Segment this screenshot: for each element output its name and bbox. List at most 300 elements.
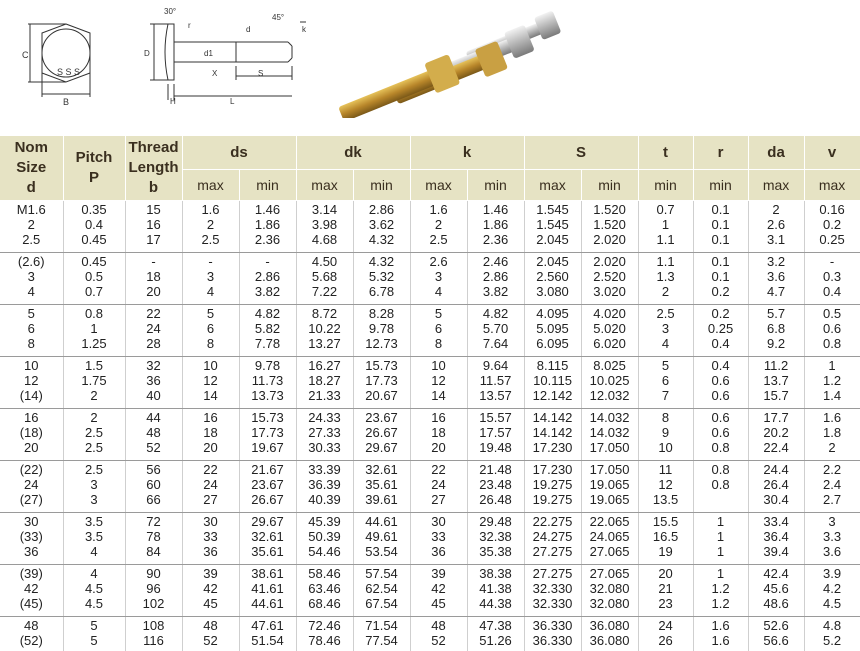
cell-d: [0, 565, 63, 617]
cell-ds-max: [182, 513, 239, 565]
cell-value: 2.520: [582, 269, 638, 284]
header-s: S: [524, 136, 638, 170]
cell-dk-min: [353, 253, 410, 305]
cell-value: 52.6: [749, 618, 804, 633]
cell-value: 0.4: [694, 358, 748, 373]
cell-da-max: [748, 253, 804, 305]
cell-value: 5.32: [354, 269, 410, 284]
cell-value: 23: [639, 596, 693, 611]
cell-s-min: [581, 357, 638, 409]
cell-value: 48: [0, 618, 63, 633]
cell-da-max: [748, 461, 804, 513]
cell-value: 6.78: [354, 284, 410, 299]
cell-dk-max: [296, 305, 353, 357]
cell-value: 1.4: [805, 388, 860, 403]
cell-value: 1: [805, 358, 860, 373]
cell-s-max: [524, 201, 581, 253]
cell-value: 51.54: [240, 633, 296, 648]
bolt-photo: [338, 8, 598, 118]
diagram-label-l: L: [230, 97, 235, 106]
cell-dk-min: [353, 201, 410, 253]
cell-value: -: [805, 254, 860, 269]
cell-value: 40: [126, 388, 182, 403]
cell-dk-max: [296, 461, 353, 513]
cell-value: 12: [639, 477, 693, 492]
cell-dk-min: [353, 617, 410, 651]
cell-value: 14.032: [582, 410, 638, 425]
subheader-k-max: max: [410, 170, 467, 201]
cell-da-max: [748, 565, 804, 617]
cell-value: 36: [411, 544, 467, 559]
cell-value: 1.6: [183, 202, 239, 217]
cell-da-max: [748, 357, 804, 409]
cell-value: 3.6: [749, 269, 804, 284]
cell-p: [63, 409, 125, 461]
cell-value: 15.5: [639, 514, 693, 529]
table-row: [0, 565, 860, 617]
subheader-s-max: max: [524, 170, 581, 201]
cell-value: 2: [0, 217, 63, 232]
cell-value: 33.39: [297, 462, 353, 477]
cell-dk-max: [296, 617, 353, 651]
cell-value: 11.2: [749, 358, 804, 373]
cell-value: 1.3: [639, 269, 693, 284]
cell-value: 67.54: [354, 596, 410, 611]
cell-value: (52): [0, 633, 63, 648]
subheader-s-min: min: [581, 170, 638, 201]
cell-value: 1.1: [639, 232, 693, 247]
cell-value: 17: [126, 232, 182, 247]
cell-value: 52: [411, 633, 467, 648]
header-v: v: [804, 136, 860, 170]
cell-s-max: [524, 461, 581, 513]
cell-value: -: [240, 254, 296, 269]
cell-value: 44.61: [240, 596, 296, 611]
cell-value: 39: [411, 566, 467, 581]
cell-k-min: [467, 461, 524, 513]
cell-value: 13.7: [749, 373, 804, 388]
cell-value: 1.1: [639, 254, 693, 269]
table-body: [0, 201, 860, 651]
cell-value: 27.33: [297, 425, 353, 440]
cell-value: 58.46: [297, 566, 353, 581]
cell-value: 1: [694, 544, 748, 559]
cell-value: 1.6: [411, 202, 467, 217]
cell-value: 7: [639, 388, 693, 403]
cell-value: 36: [0, 544, 63, 559]
cell-value: 32.080: [582, 596, 638, 611]
cell-d: [0, 513, 63, 565]
cell-r-min: [693, 201, 748, 253]
cell-value: 2.5: [639, 306, 693, 321]
cell-k-min: [467, 513, 524, 565]
cell-value: -: [183, 254, 239, 269]
cell-value: 12.73: [354, 336, 410, 351]
cell-value: 0.1: [694, 217, 748, 232]
cell-value: 19: [639, 544, 693, 559]
diagram-label-angle45: 45°: [272, 13, 284, 22]
subheader-t-min: min: [638, 170, 693, 201]
cell-value: 36: [126, 373, 182, 388]
cell-value: 24: [0, 477, 63, 492]
cell-s-max: [524, 253, 581, 305]
cell-value: 9.64: [468, 358, 524, 373]
cell-s-max: [524, 409, 581, 461]
cell-value: 1.46: [240, 202, 296, 217]
cell-value: 4.7: [749, 284, 804, 299]
cell-value: 0.7: [64, 284, 125, 299]
cell-value: 42: [0, 581, 63, 596]
cell-value: 4.50: [297, 254, 353, 269]
cell-value: 27.065: [582, 566, 638, 581]
cell-value: 4.5: [805, 596, 860, 611]
cell-value: M1.6: [0, 202, 63, 217]
cell-s-max: [524, 305, 581, 357]
cell-k-max: [410, 305, 467, 357]
cell-da-max: [748, 617, 804, 651]
cell-value: 19.065: [582, 477, 638, 492]
cell-value: 32.080: [582, 581, 638, 596]
cell-b: [125, 617, 182, 651]
cell-value: 2: [639, 284, 693, 299]
cell-value: 22: [183, 462, 239, 477]
cell-value: 2: [64, 388, 125, 403]
cell-t-min: [638, 565, 693, 617]
cell-p: [63, 565, 125, 617]
cell-ds-max: [182, 305, 239, 357]
cell-value: 2: [183, 217, 239, 232]
cell-k-min: [467, 357, 524, 409]
cell-value: 54.46: [297, 544, 353, 559]
cell-value: 26.67: [240, 492, 296, 507]
cell-ds-min: [239, 201, 296, 253]
cell-value: 0.8: [694, 440, 748, 455]
cell-ds-max: [182, 565, 239, 617]
cell-value: -: [126, 254, 182, 269]
cell-value: 12: [0, 373, 63, 388]
cell-value: 0.6: [694, 388, 748, 403]
cell-value: 16: [0, 410, 63, 425]
cell-value: 0.6: [694, 425, 748, 440]
diagram-label-h: H: [170, 97, 176, 106]
cell-ds-max: [182, 201, 239, 253]
diagram-label-angle30: 30°: [164, 7, 176, 16]
cell-value: 1.545: [525, 202, 581, 217]
cell-value: 18: [183, 425, 239, 440]
cell-value: 1.6: [694, 633, 748, 648]
cell-dk-max: [296, 513, 353, 565]
cell-value: 23.67: [354, 410, 410, 425]
cell-value: 39: [183, 566, 239, 581]
cell-value: 1.46: [468, 202, 524, 217]
cell-value: 27.065: [582, 544, 638, 559]
cell-value: 3.6: [805, 544, 860, 559]
cell-ds-min: [239, 617, 296, 651]
cell-value: 17.7: [749, 410, 804, 425]
cell-value: 5: [639, 358, 693, 373]
cell-value: 24.275: [525, 529, 581, 544]
cell-value: 5.68: [297, 269, 353, 284]
cell-p: [63, 617, 125, 651]
cell-value: 3.9: [805, 566, 860, 581]
cell-value: 17.230: [525, 462, 581, 477]
cell-value: 4.020: [582, 306, 638, 321]
cell-value: 3.82: [240, 284, 296, 299]
hex-head-diagram: [18, 2, 128, 112]
cell-value: 1.6: [805, 410, 860, 425]
cell-p: [63, 305, 125, 357]
cell-value: 2.86: [354, 202, 410, 217]
cell-value: 15.57: [468, 410, 524, 425]
cell-value: 4.82: [240, 306, 296, 321]
cell-value: 6: [639, 373, 693, 388]
cell-value: 10.22: [297, 321, 353, 336]
cell-k-min: [467, 253, 524, 305]
cell-value: (14): [0, 388, 63, 403]
cell-value: 39.61: [354, 492, 410, 507]
cell-value: 27.275: [525, 566, 581, 581]
cell-value: 2.46: [468, 254, 524, 269]
cell-ds-max: [182, 461, 239, 513]
cell-value: 1.520: [582, 202, 638, 217]
cell-value: 3.98: [297, 217, 353, 232]
cell-value: 8.025: [582, 358, 638, 373]
cell-value: 4.5: [64, 581, 125, 596]
cell-value: 14.142: [525, 425, 581, 440]
cell-value: 0.7: [639, 202, 693, 217]
cell-value: (39): [0, 566, 63, 581]
cell-value: 30: [0, 514, 63, 529]
cell-value: 4: [0, 284, 63, 299]
cell-value: 1: [694, 566, 748, 581]
cell-k-max: [410, 201, 467, 253]
cell-k-min: [467, 617, 524, 651]
cell-dk-max: [296, 201, 353, 253]
cell-d: [0, 461, 63, 513]
cell-value: 42: [411, 581, 467, 596]
cell-value: 24.33: [297, 410, 353, 425]
cell-value: 1: [694, 514, 748, 529]
cell-value: 9.2: [749, 336, 804, 351]
cell-value: 17.050: [582, 462, 638, 477]
cell-value: 26.48: [468, 492, 524, 507]
cell-value: 0.6: [694, 373, 748, 388]
cell-value: 2.7: [805, 492, 860, 507]
cell-value: 2.6: [749, 217, 804, 232]
cell-value: 3.5: [64, 514, 125, 529]
cell-da-max: [748, 513, 804, 565]
cell-value: 8.28: [354, 306, 410, 321]
cell-b: [125, 409, 182, 461]
cell-value: 0.45: [64, 232, 125, 247]
cell-value: 22: [411, 462, 467, 477]
cell-value: 0.1: [694, 254, 748, 269]
header-r: r: [693, 136, 748, 170]
subheader-v-max: max: [804, 170, 860, 201]
cell-value: 2.5: [411, 232, 467, 247]
cell-value: 4.2: [805, 581, 860, 596]
cell-value: 26: [639, 633, 693, 648]
cell-value: 16: [183, 410, 239, 425]
cell-p: [63, 201, 125, 253]
cell-value: (45): [0, 596, 63, 611]
bolt-spec-table: [0, 136, 860, 651]
cell-r-min: [693, 513, 748, 565]
subheader-ds-min: min: [239, 170, 296, 201]
cell-v-max: [804, 617, 860, 651]
cell-da-max: [748, 305, 804, 357]
cell-r-min: [693, 461, 748, 513]
cell-value: 15.73: [354, 358, 410, 373]
cell-value: 12: [183, 373, 239, 388]
cell-value: 0.1: [694, 269, 748, 284]
cell-value: 3: [183, 269, 239, 284]
cell-value: 9: [639, 425, 693, 440]
cell-value: 28: [126, 336, 182, 351]
table-row: [0, 201, 860, 253]
cell-da-max: [748, 201, 804, 253]
cell-value: 2.045: [525, 254, 581, 269]
cell-value: 6: [0, 321, 63, 336]
cell-k-min: [467, 409, 524, 461]
cell-value: 78: [126, 529, 182, 544]
cell-value: 49.61: [354, 529, 410, 544]
cell-k-max: [410, 513, 467, 565]
cell-value: (18): [0, 425, 63, 440]
cell-value: 11: [639, 462, 693, 477]
subheader-r-min: min: [693, 170, 748, 201]
header-t: t: [638, 136, 693, 170]
cell-value: 10: [639, 440, 693, 455]
cell-value: 71.54: [354, 618, 410, 633]
cell-value: 20.2: [749, 425, 804, 440]
cell-value: 72: [126, 514, 182, 529]
subheader-k-min: min: [467, 170, 524, 201]
cell-value: 16.5: [639, 529, 693, 544]
cell-value: 13.5: [639, 492, 693, 507]
cell-k-max: [410, 565, 467, 617]
cell-value: 36.330: [525, 633, 581, 648]
cell-value: 18: [126, 269, 182, 284]
cell-d: [0, 357, 63, 409]
cell-value: 2.5: [64, 440, 125, 455]
header-k: k: [410, 136, 524, 170]
cell-value: 4.32: [354, 254, 410, 269]
cell-value: 26.67: [354, 425, 410, 440]
cell-dk-min: [353, 409, 410, 461]
cell-value: 78.46: [297, 633, 353, 648]
cell-ds-min: [239, 409, 296, 461]
diagram-label-d1: d1: [204, 49, 213, 58]
cell-value: 45.6: [749, 581, 804, 596]
cell-value: 4: [639, 336, 693, 351]
cell-t-min: [638, 253, 693, 305]
cell-t-min: [638, 617, 693, 651]
cell-value: 10: [0, 358, 63, 373]
cell-s-max: [524, 617, 581, 651]
cell-value: 1.86: [240, 217, 296, 232]
cell-value: 27: [183, 492, 239, 507]
cell-value: 8: [0, 336, 63, 351]
cell-value: 36.39: [297, 477, 353, 492]
cell-value: 24: [183, 477, 239, 492]
cell-value: 4.68: [297, 232, 353, 247]
cell-value: 0.35: [64, 202, 125, 217]
cell-value: 0.5: [64, 269, 125, 284]
cell-value: 33.4: [749, 514, 804, 529]
cell-value: 33: [183, 529, 239, 544]
cell-value: 10: [411, 358, 467, 373]
cell-value: 5: [183, 306, 239, 321]
cell-dk-min: [353, 513, 410, 565]
cell-value: 48: [126, 425, 182, 440]
cell-value: 13.73: [240, 388, 296, 403]
cell-value: 4.82: [468, 306, 524, 321]
cell-value: 4.5: [64, 596, 125, 611]
cell-v-max: [804, 513, 860, 565]
cell-value: 2.36: [240, 232, 296, 247]
cell-value: 40.39: [297, 492, 353, 507]
cell-value: 16: [126, 217, 182, 232]
cell-value: 0.1: [694, 202, 748, 217]
cell-value: 7.64: [468, 336, 524, 351]
cell-value: 19.275: [525, 492, 581, 507]
cell-value: 2.045: [525, 232, 581, 247]
cell-dk-min: [353, 565, 410, 617]
cell-b: [125, 305, 182, 357]
cell-value: 36.4: [749, 529, 804, 544]
cell-value: 29.67: [354, 440, 410, 455]
cell-value: 30: [183, 514, 239, 529]
cell-s-max: [524, 357, 581, 409]
cell-s-max: [524, 513, 581, 565]
cell-ds-min: [239, 253, 296, 305]
subheader-dk-min: min: [353, 170, 410, 201]
cell-value: 0.1: [694, 232, 748, 247]
cell-value: 1.25: [64, 336, 125, 351]
cell-value: 20: [411, 440, 467, 455]
cell-value: 19.67: [240, 440, 296, 455]
cell-value: (33): [0, 529, 63, 544]
cell-value: 3.82: [468, 284, 524, 299]
cell-value: 17.73: [240, 425, 296, 440]
header-da: da: [748, 136, 804, 170]
cell-value: 32.61: [354, 462, 410, 477]
subheader-da-max: max: [748, 170, 804, 201]
cell-ds-max: [182, 409, 239, 461]
cell-value: 36: [183, 544, 239, 559]
cell-value: 62.54: [354, 581, 410, 596]
cell-value: 0.8: [805, 336, 860, 351]
cell-ds-max: [182, 357, 239, 409]
cell-value: 2: [805, 440, 860, 455]
cell-value: 19.065: [582, 492, 638, 507]
cell-value: 5: [64, 633, 125, 648]
cell-r-min: [693, 253, 748, 305]
cell-value: 41.61: [240, 581, 296, 596]
cell-ds-min: [239, 357, 296, 409]
cell-value: 29.67: [240, 514, 296, 529]
cell-value: 3: [64, 477, 125, 492]
cell-value: 17.57: [468, 425, 524, 440]
cell-value: 16: [411, 410, 467, 425]
diagram-label-b: B: [63, 97, 69, 107]
cell-value: 8: [183, 336, 239, 351]
cell-value: 30.4: [749, 492, 804, 507]
cell-value: 27: [411, 492, 467, 507]
cell-value: 10.025: [582, 373, 638, 388]
cell-value: 2.2: [805, 462, 860, 477]
